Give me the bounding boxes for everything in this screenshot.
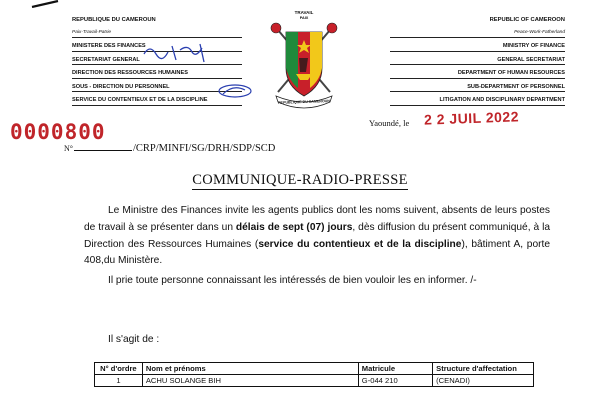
coat-of-arms xyxy=(262,10,346,112)
reference-line xyxy=(64,143,275,154)
cell-name: ACHU SOLANGE BIH xyxy=(142,375,358,387)
cell-number: 1 xyxy=(95,375,143,387)
table-header-row xyxy=(95,363,534,375)
body-p1-part-e: ), bâtiment A, porte 408,du Ministère. xyxy=(84,238,550,267)
header-right-motto: Peace-Work-Fatherland xyxy=(390,29,565,39)
header-right-line-subdepartment: SUB-DEPARTMENT OF PERSONNEL xyxy=(390,83,565,93)
list-intro: Il s'agit de : xyxy=(108,334,160,345)
reference-blank xyxy=(74,150,132,151)
place-date-label: Yaoundé, le xyxy=(369,118,410,128)
cell-structure: (CENADI) xyxy=(433,375,534,387)
document-title xyxy=(0,172,600,189)
corner-mark xyxy=(30,0,60,8)
arms-motto-second: PAIX xyxy=(299,16,309,20)
header-left-line-ministry: MINISTERE DES FINANCES xyxy=(72,42,242,52)
col-header-matricule: Matricule xyxy=(358,363,432,375)
body-paragraph-1 xyxy=(84,203,550,270)
header-right-line-litigation: LITIGATION AND DISCIPLINARY DEPARTMENT xyxy=(390,96,565,106)
body-p1-service: service du contentieux et de la discipline xyxy=(258,238,462,250)
document-title-text: COMMUNIQUE-RADIO-PRESSE xyxy=(192,172,408,188)
body-p1-part-c: , dès diffusion du présent communiqué, à la Direction des Ressources Humaines ( xyxy=(84,221,550,250)
handwritten-paraph-icon xyxy=(215,82,255,100)
cell-matricule: G-044 210 xyxy=(358,375,432,387)
header-right xyxy=(390,16,565,110)
header-right-line-ministry: MINISTRY OF FINANCE xyxy=(390,42,565,52)
col-header-structure: Structure d'affectation xyxy=(433,363,534,375)
communique-body xyxy=(84,203,550,290)
header-left-motto: Paix-Travail-Patrie xyxy=(72,29,242,39)
col-header-number: N° d'ordre xyxy=(95,363,143,375)
header-right-line-department: DEPARTMENT OF HUMAN RESOURCES xyxy=(390,69,565,79)
handwritten-initials-icon xyxy=(140,42,210,64)
body-p1-deadline: délais de sept (07) jours xyxy=(235,221,353,233)
col-header-name: Nom et prénoms xyxy=(142,363,358,375)
header-right-country: REPUBLIC OF CAMEROON xyxy=(489,17,565,23)
header-right-line-secretariat: GENERAL SECRETARIAT xyxy=(390,56,565,66)
agents-table xyxy=(94,362,534,387)
reference-n-label: N° xyxy=(64,144,73,153)
reference-number-stamp: 0000800 xyxy=(10,120,106,144)
date-stamp: 2 2 JUIL 2022 xyxy=(423,108,520,128)
body-p1-part-a: Le Ministre des Finances invite les agents publics dont les noms suivent, absents de leurs postes de travail à se présenter dans un xyxy=(84,205,550,233)
header-left-line-secretariat: SECRETARIAT GENERAL xyxy=(72,56,242,66)
header-left-country: REPUBLIQUE DU CAMEROUN xyxy=(72,17,156,23)
arms-banner-text: REPUBLIQUE DU CAMEROUN xyxy=(277,99,331,105)
arms-motto-top: TRAVAIL xyxy=(294,10,314,15)
table-row xyxy=(95,375,534,387)
body-paragraph-2: Il prie toute personne connaissant les intéressés de bien vouloir les en informer. /- xyxy=(108,275,477,287)
header-left-line-service: SERVICE DU CONTENTIEUX ET DE LA DISCIPLINE xyxy=(72,96,242,106)
header-left-line-subdirection: SOUS - DIRECTION DU PERSONNEL xyxy=(72,83,242,93)
header-left-line-direction: DIRECTION DES RESSOURCES HUMAINES xyxy=(72,69,242,79)
coat-of-arms-emblem-icon xyxy=(262,10,346,112)
reference-suffix: /CRP/MINFI/SG/DRH/SDP/SCD xyxy=(132,143,276,154)
